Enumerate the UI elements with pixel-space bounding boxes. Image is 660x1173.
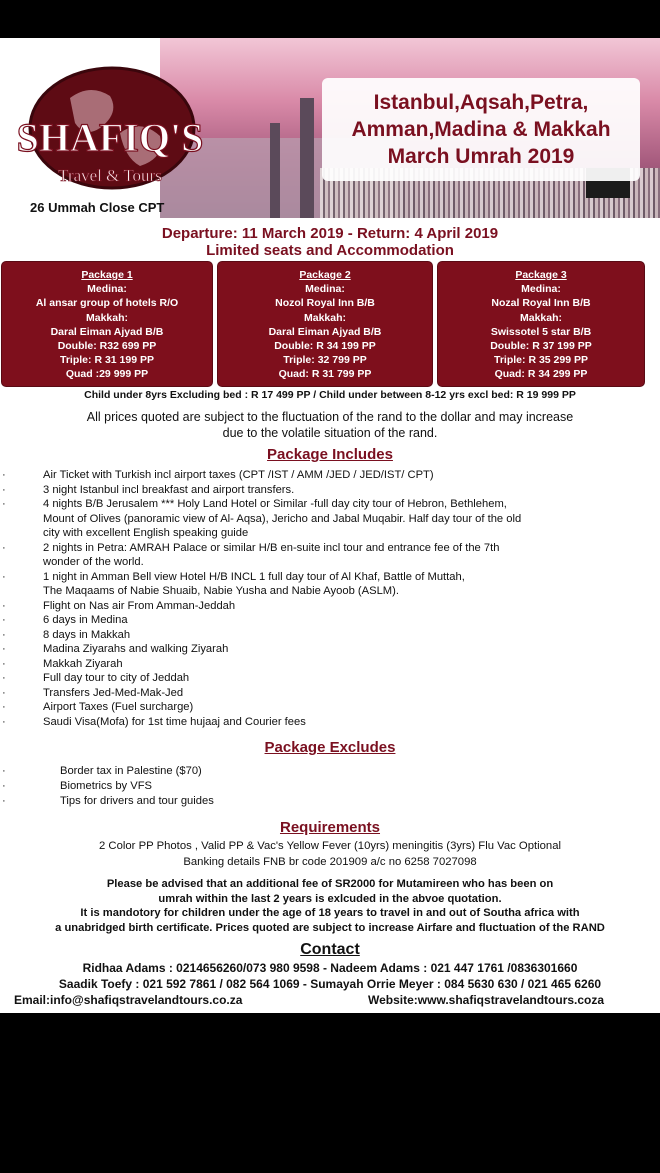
- list-item-text: Flight on Nas air From Amman-Jeddah: [43, 599, 236, 612]
- list-item: [0, 700, 660, 715]
- disclaimer-line: due to the volatile situation of the rand.: [222, 426, 438, 440]
- list-item-text: Border tax in Palestine ($70): [60, 765, 202, 777]
- list-item-text: 2 nights in Petra: AMRAH Palace or similar H/B en-suite incl tour and entrance fee of the 7th: [43, 541, 500, 554]
- excludes-list: [0, 764, 660, 809]
- minaret-image: [270, 123, 280, 218]
- package-line: Makkah:: [519, 311, 562, 324]
- list-item-text: 1 night in Amman Bell view Hotel H/B INCL 1 full day tour of Al Khaf, Battle of Muttah,: [43, 570, 465, 583]
- notice-line: umrah within the last 2 years is exlcuded in the abvoe quotation.: [158, 892, 502, 905]
- list-item-text: 4 nights B/B Jerusalem *** Holy Land Hotel or Similar -full day city tour of Hebron, Bethlehem,: [43, 498, 507, 510]
- package-line: Daral Eiman Ajyad B/B: [50, 325, 164, 338]
- list-item: [0, 686, 660, 701]
- list-item-text: Biometrics by VFS: [60, 780, 153, 792]
- includes-heading: Package Includes: [267, 446, 393, 463]
- requirements-line: 2 Color PP Photos , Valid PP & Vac's Yellow Fever (10yrs) meningitis (3yrs) Flu Vac Optional: [99, 840, 561, 852]
- package-line: Triple: 32 799 PP: [283, 354, 367, 367]
- list-item: [0, 570, 660, 585]
- package-line: Swissotel 5 star B/B: [490, 325, 592, 338]
- bullet-icon: ·: [2, 599, 6, 612]
- website-address: Website:www.shafiqstravelandtours.coza: [368, 993, 605, 1007]
- list-item-text: wonder of the world.: [43, 556, 144, 568]
- list-item: [0, 657, 660, 672]
- logo-tagline: Travel & Tours: [58, 166, 162, 185]
- list-item: [0, 526, 660, 541]
- notice-line: a unabridged birth certificate. Prices quoted are subject to increase Airfare and fluctuation of the RAND: [55, 921, 605, 934]
- package-line: Nozal Royal Inn B/B: [491, 297, 591, 310]
- notice-line: Please be advised that an additional fee of SR2000 for Mutamireen who has been on: [106, 878, 554, 890]
- package-card-1: [2, 262, 212, 386]
- disclaimer-line: All prices quoted are subject to the fluctuation of the rand to the dollar and may increase: [86, 410, 574, 424]
- bullet-icon: ·: [2, 657, 6, 670]
- contact-heading: Contact: [300, 941, 360, 958]
- bullet-icon: ·: [2, 780, 6, 792]
- list-item-text: Airport Taxes (Fuel surcharge): [43, 701, 194, 713]
- bullet-icon: ·: [2, 469, 6, 481]
- package-line: Quad: R 31 799 PP: [278, 368, 372, 381]
- list-item: [0, 671, 660, 686]
- package-title: Package 3: [515, 269, 567, 281]
- list-item-text: 8 days in Makkah: [43, 628, 131, 641]
- list-item-text: Saudi Visa(Mofa) for 1st time hujaaj and Courier fees: [43, 715, 306, 728]
- list-item: [0, 483, 660, 498]
- list-item-text: Air Ticket with Turkish incl airport taxes (CPT /IST / AMM /JED / JED/IST/ CPT): [43, 469, 434, 481]
- requirements-line: Banking details FNB br code 201909 a/c no 6258 7027098: [183, 855, 477, 868]
- list-item: [0, 764, 660, 779]
- contact-row: Ridhaa Adams : 0214656260/073 980 9598 - Nadeem Adams : 021 447 1761 /0836301660: [82, 961, 578, 975]
- contact-row: [0, 992, 660, 1008]
- flyer: [0, 38, 660, 1013]
- package-line: Medina:: [87, 283, 127, 296]
- trip-title-line1: Istanbul,Aqsah,Petra,: [373, 91, 589, 114]
- list-item: [0, 555, 660, 570]
- bullet-icon: ·: [2, 541, 6, 554]
- child-pricing: Child under 8yrs Excluding bed : R 17 499 PP / Child under between 8-12 yrs excl bed: R 19 999 PP: [84, 389, 576, 401]
- package-line: Triple: R 35 299 PP: [494, 354, 588, 367]
- bullet-icon: ·: [2, 765, 6, 777]
- bullet-icon: ·: [2, 643, 6, 655]
- package-line: Quad :29 999 PP: [65, 368, 149, 381]
- bullet-icon: ·: [2, 498, 6, 510]
- bullet-icon: ·: [2, 628, 6, 641]
- address: 26 Ummah Close CPT: [30, 200, 165, 215]
- requirements-text: [0, 839, 660, 870]
- departure-dates: Departure: 11 March 2019 - Return: 4 April 2019: [161, 225, 499, 242]
- list-item: [0, 541, 660, 556]
- bullet-icon: ·: [2, 672, 6, 684]
- limited-seats: Limited seats and Accommodation: [206, 242, 454, 259]
- list-item-text: Full day tour to city of Jeddah: [43, 672, 190, 684]
- list-item-text: city with excellent English speaking guide: [43, 527, 249, 539]
- list-item: [0, 779, 660, 794]
- list-item-text: Mount of Olives (panoramic view of Al- Aqsa), Jericho and Jabal Muqabir. Half day tour of the old: [43, 512, 522, 525]
- package-line: Makkah:: [303, 311, 346, 324]
- list-item-text: Transfers Jed-Med-Mak-Jed: [43, 686, 184, 699]
- bullet-icon: ·: [2, 483, 6, 496]
- trip-title-line2: Amman,Madina & Makkah: [351, 118, 611, 141]
- package-title: Package 2: [299, 269, 351, 281]
- package-line: Triple: R 31 199 PP: [60, 354, 154, 367]
- package-card-3: [438, 262, 644, 386]
- list-item: [0, 613, 660, 628]
- bullet-icon: ·: [2, 715, 6, 728]
- list-item-text: Tips for drivers and tour guides: [60, 795, 214, 807]
- email-address: Email:info@shafiqstravelandtours.co.za: [14, 993, 243, 1007]
- package-line: Nozol Royal Inn B/B: [275, 297, 375, 310]
- list-item: [0, 628, 660, 643]
- list-item: [0, 468, 660, 483]
- package-line: Al ansar group of hotels R/O: [35, 297, 179, 310]
- package-line: Double: R32 699 PP: [57, 340, 157, 353]
- list-item: [0, 599, 660, 614]
- bullet-icon: ·: [2, 701, 6, 713]
- notice-text: [0, 877, 660, 935]
- notice-line: It is mandotory for children under the age of 18 years to travel in and out of Southa africa with: [80, 907, 580, 919]
- package-title: Package 1: [81, 269, 133, 281]
- bullet-icon: ·: [2, 795, 6, 807]
- list-item-text: 3 night Istanbul incl breakfast and airport transfers.: [43, 483, 295, 496]
- includes-list: [0, 468, 660, 729]
- price-disclaimer: [0, 409, 660, 441]
- list-item: [0, 497, 660, 512]
- company-logo: [0, 58, 220, 208]
- list-item-text: 6 days in Medina: [43, 614, 128, 626]
- package-card-2: [218, 262, 432, 386]
- requirements-heading: Requirements: [279, 819, 381, 836]
- list-item-text: Madina Ziyarahs and walking Ziyarah: [43, 643, 229, 655]
- excludes-heading: Package Excludes: [264, 739, 396, 756]
- list-item-text: Makkah Ziyarah: [43, 657, 123, 670]
- bullet-icon: ·: [2, 686, 6, 699]
- package-line: Daral Eiman Ajyad B/B: [268, 325, 382, 338]
- trip-title-line3: March Umrah 2019: [387, 145, 575, 168]
- contact-row: Saadik Toefy : 021 592 7861 / 082 564 1069 - Sumayah Orrie Meyer : 084 5630 630 / 021 465 6260: [58, 977, 602, 991]
- package-line: Double: R 34 199 PP: [274, 340, 376, 353]
- contact-details: [0, 960, 660, 1008]
- package-line: Quad: R 34 299 PP: [494, 368, 588, 381]
- list-item: [0, 794, 660, 809]
- package-line: Medina:: [521, 283, 561, 296]
- package-line: Medina:: [305, 283, 345, 296]
- package-line: Makkah:: [85, 311, 128, 324]
- list-item: [0, 715, 660, 730]
- list-item: [0, 584, 660, 599]
- bullet-icon: ·: [2, 614, 6, 626]
- list-item: [0, 642, 660, 657]
- minaret-image: [300, 98, 314, 218]
- list-item: [0, 512, 660, 527]
- package-line: Double: R 37 199 PP: [490, 340, 592, 353]
- trip-title-box: [322, 78, 640, 181]
- logo-name: SHAFIQ'S: [16, 115, 204, 160]
- list-item-text: The Maqaams of Nabie Shuaib, Nabie Yusha and Nabie Ayoob (ASLM).: [43, 585, 399, 597]
- bullet-icon: ·: [2, 570, 6, 583]
